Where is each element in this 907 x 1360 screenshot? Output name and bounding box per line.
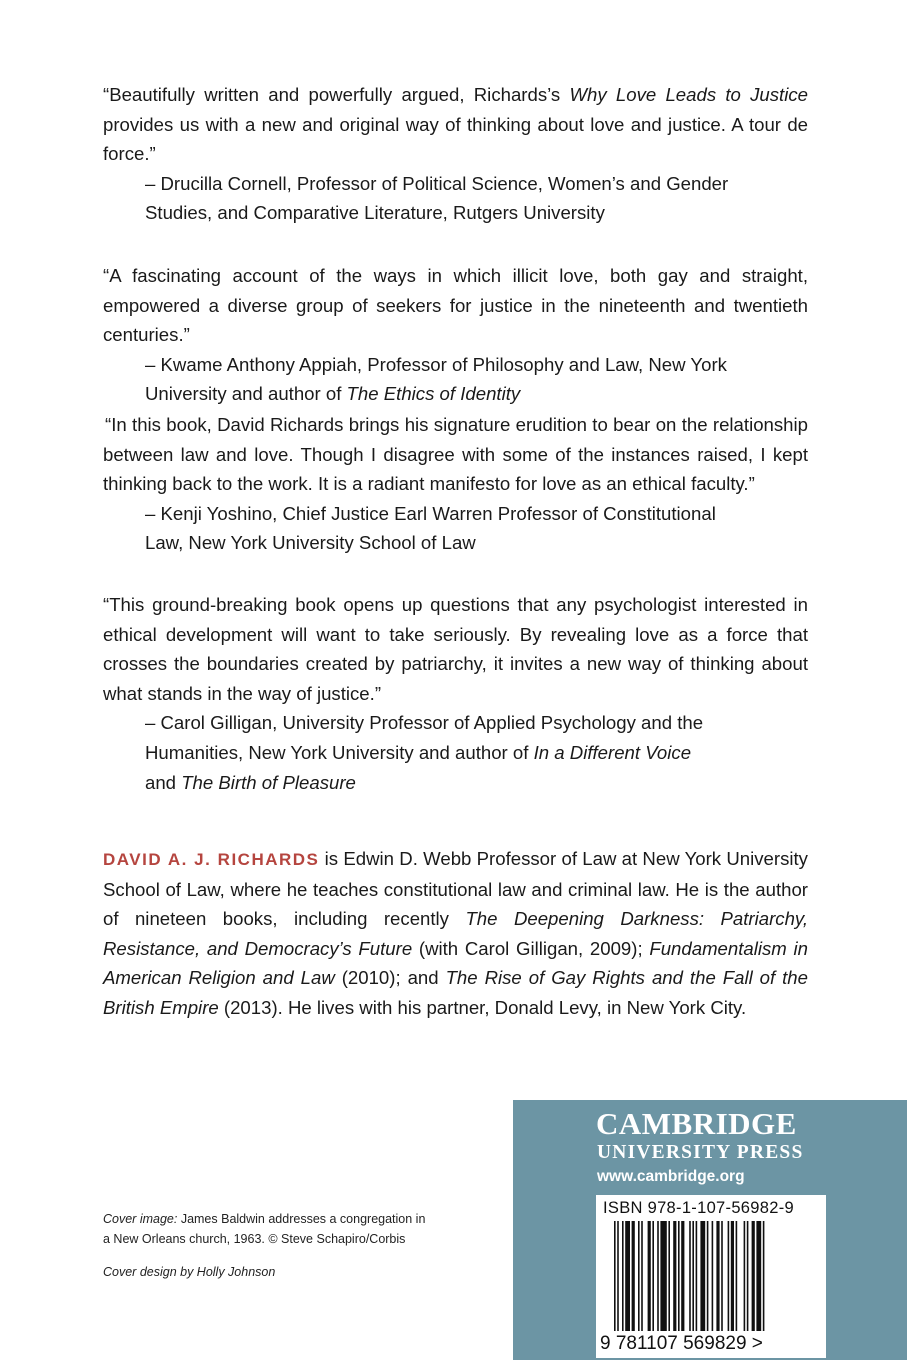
barcode-bar	[700, 1221, 705, 1331]
blurb-4	[103, 590, 808, 797]
barcode-bar	[657, 1221, 659, 1331]
barcode-bar	[617, 1221, 619, 1331]
blurb-3-quote: “In this book, David Richards brings his signature erudition to bear on the relationship between law and love. Though I disagree with some of the instances raised, I kept thinking back to the work. It is a radiant manifesto for love as an ethical faculty.”	[103, 414, 808, 495]
publisher-logo-name: CAMBRIDGE	[596, 1106, 797, 1141]
barcode-bar	[712, 1221, 714, 1331]
book-title: The Rise of Gay Rights and the Fall of the British Empire	[103, 967, 808, 1018]
barcode-bar	[678, 1221, 680, 1331]
barcode-bar	[696, 1221, 698, 1331]
publisher-logo-subtitle: UNIVERSITY PRESS	[597, 1142, 804, 1163]
barcode-bar	[728, 1221, 730, 1331]
barcode	[596, 1219, 826, 1337]
book-title: The Ethics of Identity	[346, 383, 521, 405]
cover-image-credit: Cover image: James Baldwin addresses a congregation in	[103, 1212, 426, 1226]
barcode-bar	[689, 1221, 691, 1331]
blurb-2	[103, 261, 808, 409]
cover-credits	[103, 1209, 425, 1282]
barcode-bar	[716, 1221, 719, 1331]
publisher-url: www.cambridge.org	[597, 1168, 745, 1185]
barcode-bar	[648, 1221, 651, 1331]
barcode-bar	[638, 1221, 640, 1331]
cover-image-credit-line2: a New Orleans church, 1963. © Steve Schapiro/Corbis	[103, 1232, 406, 1246]
blurb-3	[103, 410, 808, 558]
barcode-bar	[625, 1221, 630, 1331]
barcode-bar	[756, 1221, 761, 1331]
barcode-bar	[641, 1221, 643, 1331]
barcode-bar	[660, 1221, 666, 1331]
blurb-4-attribution: – Carol Gilligan, University Professor of Applied Psychology and the Humanities, New York University and author of In a Different Voice and The Birth of Pleasure	[145, 712, 704, 793]
barcode-bar	[744, 1221, 746, 1331]
book-title: In a Different Voice	[533, 741, 692, 763]
barcode-bar	[673, 1221, 676, 1331]
cover-design-credit: Cover design by Holly Johnson	[103, 1265, 276, 1279]
barcode-bar	[652, 1221, 654, 1331]
barcode-bar	[721, 1221, 723, 1331]
blurb-1-quote: “Beautifully written and powerfully argued, Richards’s Why Love Leads to Justice provides us with a new and original way of thinking about love and justice. A tour de force.”	[103, 84, 808, 165]
blurb-3-attribution: – Kenji Yoshino, Chief Justice Earl Warren Professor of Constitutional Law, New York University School of Law	[145, 502, 716, 554]
blurb-1-attribution: – Drucilla Cornell, Professor of Political Science, Women’s and Gender Studies, and Comparative Literature, Rutgers University	[145, 172, 729, 224]
barcode-bar	[731, 1221, 734, 1331]
barcode-bar	[622, 1221, 624, 1331]
barcode-bar	[614, 1221, 616, 1331]
blurb-2-attribution: – Kwame Anthony Appiah, Professor of Philosophy and Law, New York University and author of The Ethics of Identity	[145, 353, 727, 405]
barcode-bar	[707, 1221, 709, 1331]
barcode-bar	[763, 1221, 765, 1331]
blurb-4-quote: “This ground-breaking book opens up questions that any psychologist interested in ethical development will want to take seriously. By revealing love as a force that crosses the boundaries created by patriarchy, it invites a new way of thinking about what stands in the way of justice.”	[103, 594, 808, 704]
author-bio-text: DAVID A. J. RICHARDS is Edwin D. Webb Professor of Law at New York University School of Law, where he teaches constitutional law and criminal law. He is the author of nineteen books, including recently The Deepening Darkness: Patriarchy, Resistance, and Democracy’s Future (with Carol Gilligan, 2009); Fundamentalism in American Religion and Law (2010); and The Rise of Gay Rights and the Fall of the British Empire (2013). He lives with his partner, Donald Levy, in New York City.	[103, 848, 808, 1018]
author-bio	[103, 844, 808, 1023]
publisher-panel	[513, 1100, 907, 1360]
book-title: Why Love Leads to Justice	[569, 84, 808, 105]
barcode-bar	[736, 1221, 738, 1331]
isbn-text: ISBN 978-1-107-56982-9	[603, 1199, 794, 1217]
book-title: Fundamentalism in American Religion and Law	[103, 937, 808, 989]
book-title: The Birth of Pleasure	[181, 771, 356, 793]
barcode-bar	[681, 1221, 684, 1331]
barcode-bar	[632, 1221, 635, 1331]
barcode-bar	[752, 1221, 755, 1331]
book-title: The Deepening Darkness: Patriarchy, Resistance, and Democracy’s Future	[103, 908, 808, 959]
author-name: DAVID A. J. RICHARDS	[103, 850, 320, 869]
barcode-box	[596, 1195, 826, 1358]
barcode-number: 9 781107 569829 >	[600, 1333, 763, 1354]
barcode-bar	[668, 1221, 670, 1331]
blurb-1	[103, 80, 808, 228]
barcode-bar	[692, 1221, 694, 1331]
barcode-bar	[747, 1221, 749, 1331]
blurb-2-quote: “A fascinating account of the ways in which illicit love, both gay and straight, empowered a diverse group of seekers for justice in the nineteenth and twentieth centuries.”	[103, 265, 808, 346]
